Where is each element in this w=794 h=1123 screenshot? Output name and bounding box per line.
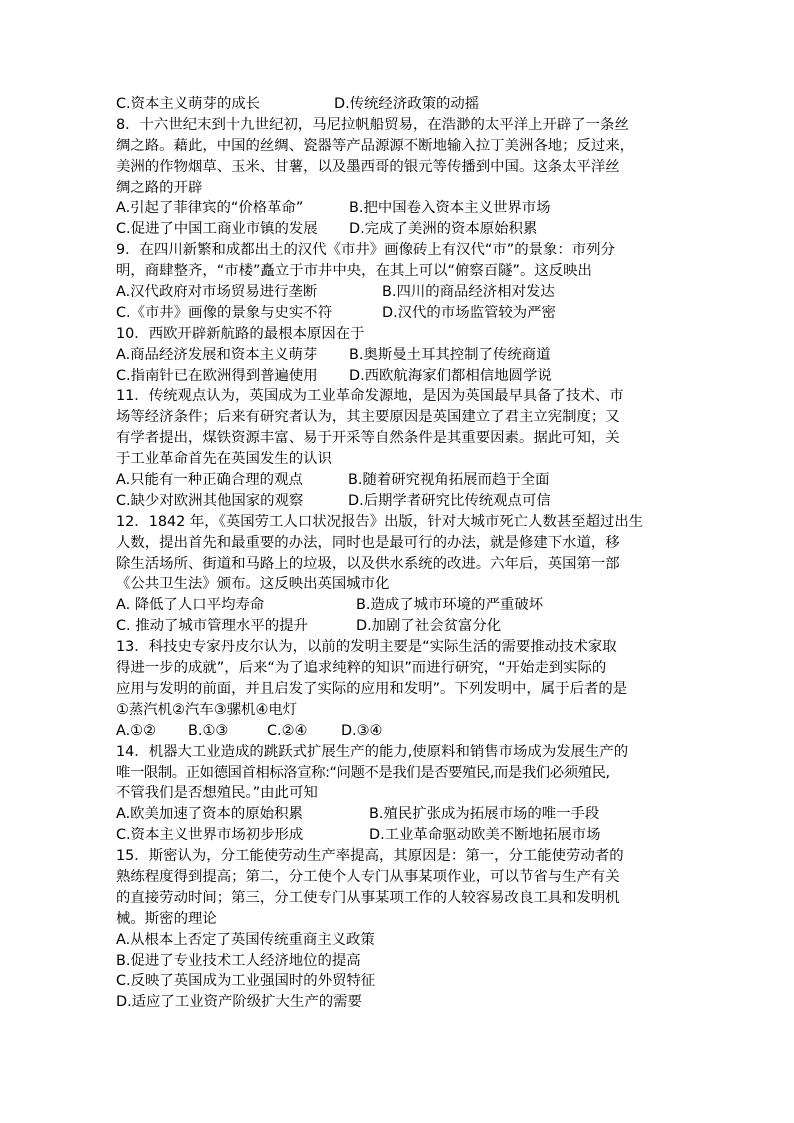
question-12-stem-line: 12．1842 年，《英国劳工人口状况报告》出版，针对大城市死亡人数甚至超过出生 [116, 513, 644, 530]
q15-option-d: D.适应了工业资产阶级扩大生产的需要 [116, 994, 362, 1011]
question-8-stem-line: 8．十六世纪末到十九世纪初，马尼拉帆船贸易，在浩渺的太平洋上开辟了一条丝 [116, 116, 629, 133]
question-8-stem-line: 绸之路。藉此，中国的丝绸、瓷器等产品源源不断地输入拉丁美洲各地；反过来， [116, 137, 635, 154]
question-8 [116, 115, 684, 240]
question-11-stem-line: 11．传统观点认为，英国成为工业革命发源地，是因为英国最早具备了技术、市 [116, 388, 624, 405]
q10-option-a: A.商品经济发展和资本主义萌芽 [116, 346, 318, 363]
question-12-stem-line: 人数，提出首先和最重要的办法，同时也是最可行的办法，就是修建下水道，移 [116, 534, 620, 551]
q11-option-b: B.随着研究视角拓展而趋于全面 [348, 472, 550, 489]
question-11-stem-line: 场等经济条件；后来有研究者认为，其主要原因是英国建立了君主立宪制度；又 [116, 409, 620, 426]
q9-option-d: D.汉代的市场监管较为严密 [382, 304, 556, 321]
q14-options-row-cd [116, 825, 684, 846]
q9-options-row-ab [116, 282, 684, 303]
exam-page [116, 94, 684, 1013]
q10-options-row-cd [116, 366, 684, 387]
question-9-stem-line: 9．在四川新繁和成都出土的汉代《市井》画像砖上有汉代“市”的景象：市列分 [116, 242, 615, 259]
question-10-stem-line: 10．西欧开辟新航路的最根本原因在于 [116, 325, 365, 342]
q11-option-a: A.只能有一种正确合理的观点 [116, 472, 303, 489]
q14-option-a: A.欧美加速了资本的原始积累 [116, 806, 303, 823]
q12-option-a: A. 降低了人口平均寿命 [116, 597, 265, 614]
q12-options-row-ab [116, 595, 684, 616]
question-14-stem-line: 不管我们是否想殖民。”由此可知 [116, 785, 318, 802]
question-13-stem-line: 应用与发明的前面，并且启发了实际的应用和发明”。下列发明中，属于后者的是 [116, 680, 628, 697]
question-13 [116, 637, 684, 741]
q10-option-c: C.指南针已在欧洲得到普遍使用 [116, 367, 318, 384]
q13-option-a: A.①② [116, 722, 156, 739]
question-15 [116, 846, 684, 1013]
question-8-stem-line: 绸之路的开辟 [116, 179, 203, 196]
question-12-stem-line: 除生活场所、街道和马路上的垃圾，以及供水系统的改进。六年后，英国第一部 [116, 555, 620, 572]
q14-option-c: C.资本主义世界市场初步形成 [116, 827, 304, 844]
question-8-stem-line: 美洲的作物烟草、玉米、甘薯，以及墨西哥的银元等传播到中国。这条太平洋丝 [116, 158, 620, 175]
q13-option-c: C.②④ [267, 722, 308, 739]
q10-options-row-ab [116, 345, 684, 366]
q13-option-d: D.③④ [341, 722, 383, 739]
q8-options-row-ab [116, 198, 684, 219]
q8-option-d: D.完成了美洲的资本原始积累 [349, 221, 538, 238]
q12-options-row-cd [116, 616, 684, 637]
q9-option-b: B.四川的商品经济相对发达 [382, 284, 555, 301]
q15-option-c: C.反映了英国成为工业强国时的外贸特征 [116, 973, 376, 990]
question-13-stem-line: 得进一步的成就”，后来“为了追求纯粹的知识”而进行研究，“开始走到实际的 [116, 660, 607, 677]
q7-options-row-cd [116, 94, 684, 115]
question-15-stem-line: 的直接劳动时间；第三，分工使专门从事某项工作的人较容易改良工具和发明机 [116, 889, 620, 906]
question-12 [116, 512, 684, 637]
q7-option-d: D.传统经济政策的动摇 [334, 96, 480, 112]
q12-option-b: B.造成了城市环境的严重破坏 [356, 597, 544, 614]
q12-option-c: C. 推动了城市管理水平的提升 [116, 618, 308, 635]
q11-options-row-ab [116, 470, 684, 491]
q9-option-c: C.《市井》画像的景象与史实不符 [116, 304, 333, 321]
q9-options-row-cd [116, 303, 684, 324]
question-15-stem-line: 械。斯密的理论 [116, 910, 217, 927]
question-9-stem-line: 明，商肆整齐，“市楼”矗立于市井中央，在其上可以“俯察百隧”。这反映出 [116, 263, 592, 280]
q11-option-c: C.缺少对欧洲其他国家的观察 [116, 492, 304, 509]
question-12-stem-line: 《公共卫生法》颁布。这反映出英国城市化 [116, 576, 390, 593]
question-9 [116, 240, 684, 324]
question-11-stem-line: 有学者提出，煤铁资源丰富、易于开采等自然条件是其重要因素。据此可知，关 [116, 430, 620, 447]
q14-option-d: D.工业革命驱动欧美不断地拓展市场 [369, 827, 601, 844]
q12-option-d: D.加剧了社会贫富分化 [356, 618, 502, 635]
q8-option-c: C.促进了中国工商业市镇的发展 [116, 221, 318, 238]
q7-option-c: C.资本主义萌芽的成长 [116, 96, 261, 112]
question-14 [116, 742, 684, 846]
q10-option-d: D.西欧航海家们都相信地圆学说 [349, 367, 552, 384]
q15-option-a: A.从根本上否定了英国传统重商主义政策 [116, 931, 375, 948]
q9-option-a: A.汉代政府对市场贸易进行垄断 [116, 284, 318, 301]
q11-option-d: D.后期学者研究比传统观点可信 [348, 492, 551, 509]
q14-option-b: B.殖民扩张成为拓展市场的唯一手段 [369, 806, 600, 823]
question-11-stem-line: 于工业革命首先在英国发生的认识 [116, 451, 332, 468]
question-13-stem-line: ①蒸汽机②汽车③骡机④电灯 [116, 701, 298, 718]
question-13-stem-line: 13．科技史专家丹皮尔认为，以前的发明主要是“实际生活的需要推动技术家取 [116, 639, 617, 656]
q14-options-row-ab [116, 804, 684, 825]
question-11 [116, 386, 684, 511]
q8-option-b: B.把中国卷入资本主义世界市场 [349, 200, 551, 217]
q8-option-a: A.引起了菲律宾的“价格革命” [116, 200, 304, 217]
question-15-stem-line: 熟练程度得到提高；第二，分工使个人专门从事某项作业，可以节省与生产有关 [116, 868, 620, 885]
q8-options-row-cd [116, 219, 684, 240]
question-14-stem-line: 14．机器大工业造成的跳跃式扩展生产的能力,使原料和销售市场成为发展生产的 [116, 743, 629, 760]
q11-options-row-cd [116, 491, 684, 512]
q15-option-b: B.促进了专业技术工人经济地位的提高 [116, 952, 361, 969]
question-15-stem-line: 15．斯密认为，分工能使劳动生产率提高，其原因是：第一，分工能使劳动者的 [116, 848, 624, 865]
q13-option-b: B.①③ [188, 722, 229, 739]
q13-options-row [116, 721, 684, 742]
question-14-stem-line: 唯一限制。正如德国首相标洛宣称:“问题不是我们是否要殖民,而是我们必须殖民, [116, 764, 610, 781]
question-10 [116, 324, 684, 387]
q10-option-b: B.奥斯曼土耳其控制了传统商道 [349, 346, 551, 363]
